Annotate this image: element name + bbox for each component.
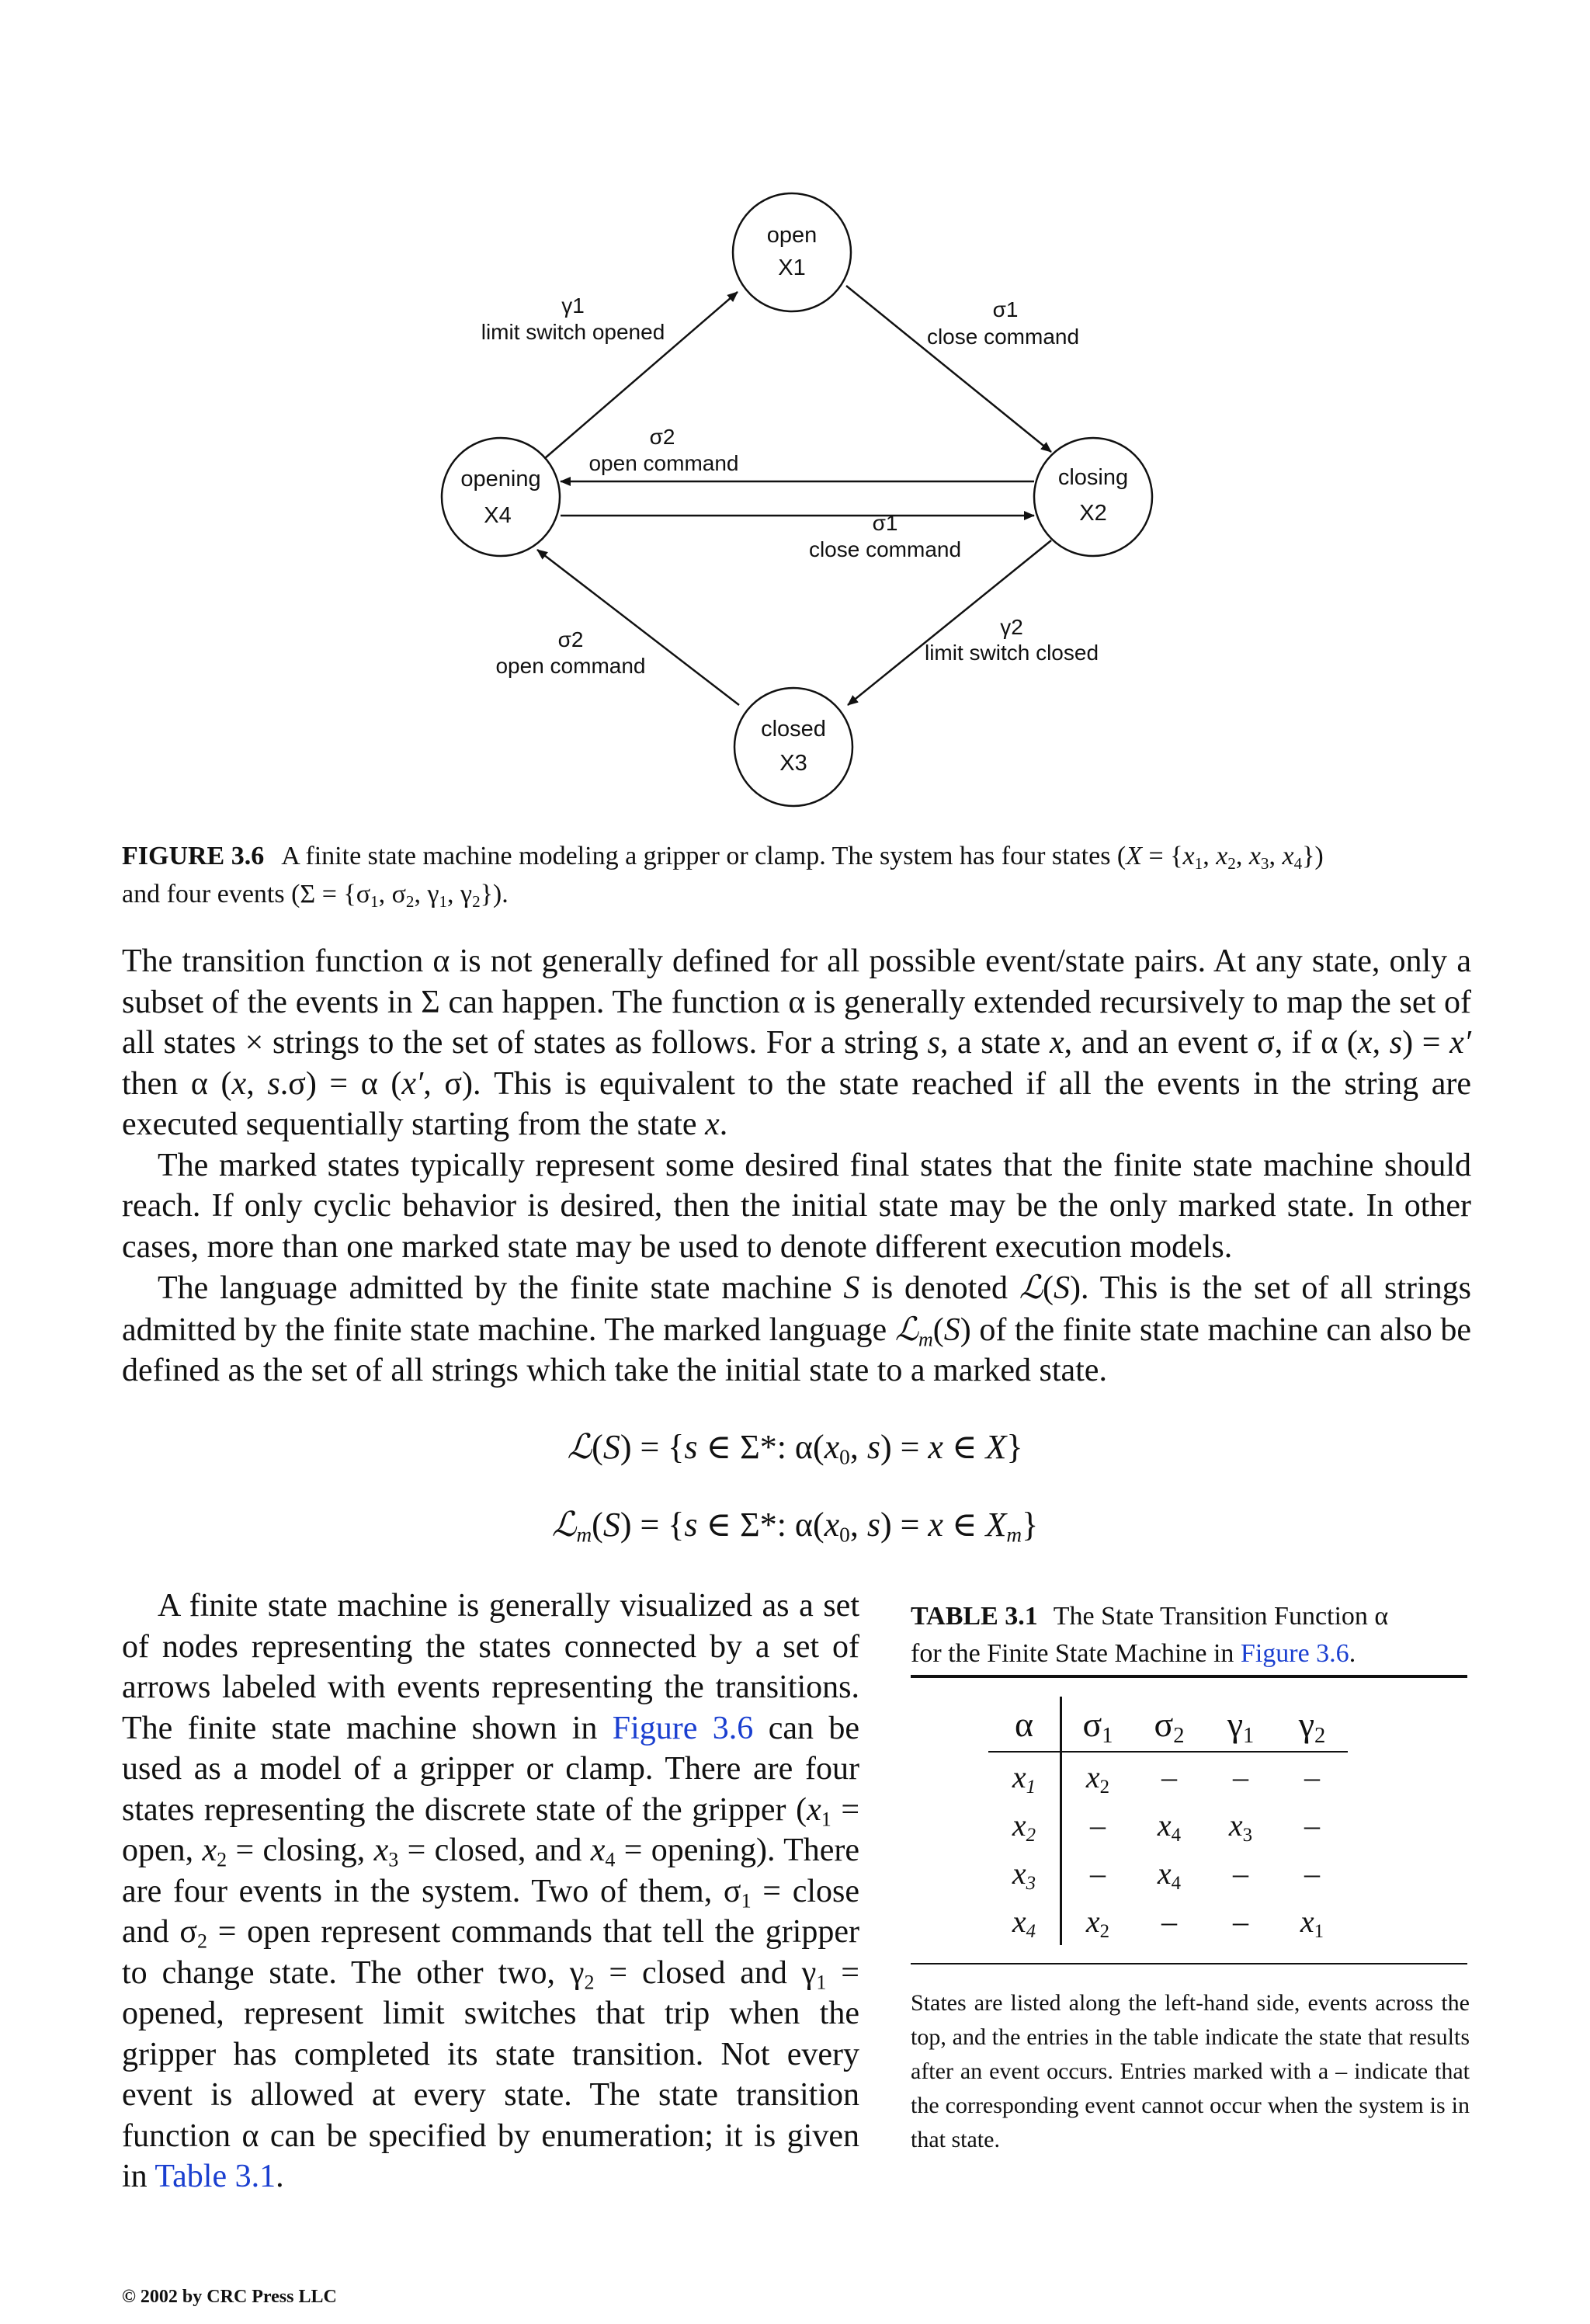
table-cell: $x_1$: [1300, 1903, 1324, 1942]
svg-text:σ2: σ2: [557, 627, 584, 651]
table-cell: $x_2$: [1085, 1903, 1110, 1942]
svg-text:X1: X1: [778, 255, 806, 280]
state-opening: [442, 438, 560, 556]
row-header: $x_2$: [988, 1801, 1061, 1849]
body-paragraphs: [122, 941, 1471, 1391]
column-header: $\gamma_1$: [1227, 1704, 1255, 1748]
svg-text:close command: close command: [808, 537, 962, 561]
figure-caption: FIGURE 3.6 A finite state machine modeling a gripper or clamp. The system has four states ($X = \{x_1$, $x_2$, $x_3$, $x_4$}) and four events ($\Sigma = \{\sigma_1$, $\sigma_2$, $\gamma_1$, $\gamma_2$}).: [122, 842, 1324, 911]
table-caption: TABLE 3.1 The State Transition Function α for the Finite State Machine in Figure 3.6.: [911, 1602, 1389, 1668]
transition-table: [988, 1697, 1348, 1945]
svg-text:X3: X3: [779, 751, 807, 776]
svg-text:opening: opening: [460, 467, 541, 492]
paragraph-transition-function: The transition function α is not generally defined for all possible event/state pairs. At any state, only a subset of the events in Σ can happen. The function α is generally extended recursively to map the set of all states × strings to the set of states as follows. For a string s, a state x, and an event σ, if α (x, s) = x′ then α (x, s.σ) = α (x′, σ). This is equivalent to the state reached if all the events in the string are executed sequentially starting from the state x.: [122, 943, 1472, 1142]
equation-language: ℒ(S) = {s ∈ Σ*: $\alpha(x_0$, s) = x ∈ X}: [567, 1427, 1023, 1469]
paragraph-language: The language admitted by the finite state machine S is denoted ℒ(S). This is the set of all strings admitted by the finite state machine. The marked language ℒ$_m$(S) of the finite state machine can also be defined as the set of all strings which take the initial state to a marked state.: [122, 1268, 1471, 1388]
table-top-rule: [911, 1675, 1467, 1678]
arrow-open-to-closing: [846, 286, 1051, 452]
paragraph-marked-states: The marked states typically represent some desired final states that the finite state machine should reach. If only cyclic behavior is desired, then the initial state may be the only marked state. In other cases, more than one marked state may be used to denote different execution models.: [122, 1147, 1471, 1265]
row-header: $x_3$: [988, 1849, 1061, 1897]
column-header: $\sigma_1$: [1082, 1704, 1113, 1748]
label-sigma1-mid: [809, 511, 961, 561]
row-header: $x_4$: [988, 1897, 1061, 1945]
label-sigma1-top: [927, 297, 1079, 349]
table-cell: $x_2$: [1085, 1759, 1110, 1798]
equation-marked-language: ℒ$_m$(S) = {s ∈ Σ*: $\alpha(x_0$, s) = x ∈ $X_m$}: [551, 1505, 1039, 1547]
svg-text:open command: open command: [495, 654, 646, 678]
table-cell: –: [1233, 1855, 1248, 1891]
table-cell: –: [1304, 1855, 1320, 1891]
table-row: [988, 1897, 1348, 1945]
table-bottom-rule: [911, 1963, 1467, 1964]
table-cell: $x_4$: [1157, 1855, 1182, 1894]
figure-label: FIGURE 3.6: [122, 842, 265, 870]
table-link[interactable]: Table 3.1: [154, 2159, 276, 2194]
state-open: [733, 193, 851, 311]
svg-text:closing: closing: [1057, 465, 1129, 490]
figure-link[interactable]: Figure 3.6: [612, 1710, 754, 1746]
label-gamma1: [481, 294, 665, 344]
table-cell: –: [1233, 1903, 1248, 1939]
copyright-footer: © 2002 by CRC Press LLC: [122, 2287, 337, 2307]
table-cell: –: [1161, 1759, 1177, 1794]
table-corner: α: [988, 1697, 1061, 1752]
svg-text:X4: X4: [484, 503, 512, 528]
label-sigma2-bottom: [495, 627, 645, 678]
svg-text:limit switch closed: limit switch closed: [924, 641, 1099, 665]
svg-text:open command: open command: [588, 451, 739, 475]
table-cell: –: [1090, 1855, 1106, 1891]
svg-text:closed: closed: [761, 717, 826, 742]
table-cell: $x_3$: [1228, 1807, 1253, 1846]
svg-text:γ2: γ2: [1000, 615, 1023, 639]
table-cell: –: [1304, 1759, 1320, 1794]
table-label: TABLE 3.1: [911, 1602, 1038, 1631]
table-header-row: [988, 1697, 1348, 1752]
svg-text:X2: X2: [1079, 501, 1107, 526]
svg-text:limit switch opened: limit switch opened: [481, 320, 665, 344]
table-cell: –: [1090, 1807, 1106, 1843]
column-header: $\sigma_2$: [1154, 1704, 1185, 1748]
table-cell: –: [1304, 1807, 1320, 1843]
svg-text:open: open: [766, 223, 818, 248]
state-closing: [1034, 438, 1152, 556]
column-header: $\gamma_2$: [1298, 1704, 1326, 1748]
table-row: [988, 1801, 1348, 1849]
table-cell: –: [1233, 1759, 1248, 1794]
svg-text:σ1: σ1: [992, 297, 1019, 321]
paragraph-visualization: A finite state machine is generally visualized as a set of nodes representing the states connected by a set of arrows labeled with events representing the transitions. The finite state machine shown in Figure 3.6 can be used as a model of a gripper or clamp. There are four states representing the discrete state of the gripper ($x_1$ = open, $x_2 = closing$, $x_3$ = closed, and $x_4$ = opening). There are four events in the system. Two of them, $\sigma_1$ = close and $\sigma_2$ = open represent commands that tell the gripper to change state. The other two, $\gamma_2$ = closed and $\gamma_1$ = opened, represent limit switches that trip when the gripper has completed its state transition. Not every event is allowed at every state. The state transition function α can be specified by enumeration; it is given in Table 3.1.: [122, 1588, 860, 2194]
table-note: States are listed along the left-hand side, events across the top, and the entries in the table indicate the state that results after an event occurs. Entries marked with a – indicate that the corresponding event cannot occur when the system is in that state.: [911, 1990, 1470, 2152]
svg-text:σ1: σ1: [872, 511, 898, 535]
table-cell: $x_4$: [1157, 1807, 1182, 1846]
label-sigma2-mid: [588, 425, 738, 475]
state-closed: [734, 688, 852, 806]
svg-text:σ2: σ2: [649, 425, 675, 449]
state-machine-diagram: [419, 186, 1196, 808]
svg-text:γ1: γ1: [561, 294, 585, 318]
table-row: [988, 1752, 1348, 1801]
table-row: [988, 1849, 1348, 1897]
table-cell: –: [1161, 1903, 1177, 1939]
table-figure-link[interactable]: Figure 3.6: [1240, 1639, 1349, 1668]
svg-text:close command: close command: [926, 325, 1080, 349]
row-header: $x_1$: [988, 1752, 1061, 1801]
